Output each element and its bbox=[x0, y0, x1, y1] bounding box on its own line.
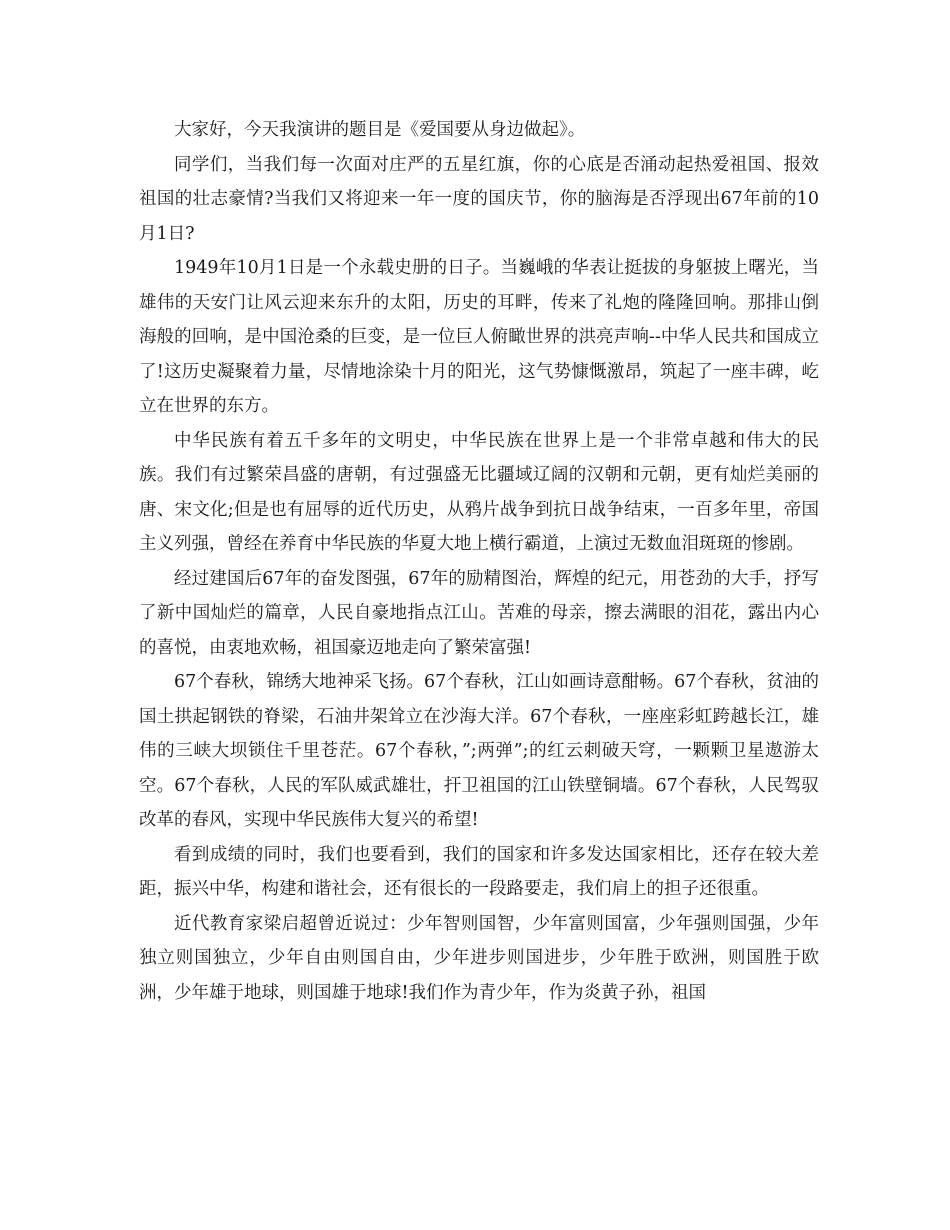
paragraph-history: 中华民族有着五千多年的文明史，中华民族在世界上是一个非常卓越和伟大的民族。我们有过繁荣昌盛的唐朝，有过强盛无比疆域辽阔的汉朝和元朝，更有灿烂美丽的唐、宋文化;但是也有屈辱的近代历史，从鸦片战争到抗日战争结束，一百多年里，帝国主义列强，曾经在养育中华民族的华夏大地上横行霸道，上演过无数血泪斑斑的惨剧。 bbox=[139, 430, 819, 554]
paragraph-1949: 1949年10月1日是一个永载史册的日子。当巍峨的华表让挺拔的身躯披上曙光，当雄伟的天安门让风云迎来东升的太阳，历史的耳畔，传来了礼炮的隆隆回响。那排山倒海般的回响，是中国沧桑的巨变，是一位巨人俯瞰世界的洪亮声响--中华人民共和国成立了!这历史凝聚着力量，尽情地涂染十月的阳光，这气势慷慨激昂，筑起了一座丰碑，屹立在世界的东方。 bbox=[139, 258, 819, 416]
paragraph-liang-qichao: 近代教育家梁启超曾近说过：少年智则国智，少年富则国富，少年强则国强，少年独立则国独立，少年自由则国自由，少年进步则国进步，少年胜于欧洲，则国胜于欧洲，少年雄于地球，则国雄于地球!我们作为青少年，作为炎黄子孙，祖国 bbox=[139, 913, 819, 1003]
paragraph-67-years: 经过建国后67年的奋发图强，67年的励精图治，辉煌的纪元，用苍劲的大手，抒写了新中国灿烂的篇章，人民自豪地指点江山。苦难的母亲，擦去满眼的泪花，露出内心的喜悦，由衷地欢畅，祖国豪迈地走向了繁荣富强! bbox=[139, 568, 819, 658]
paragraph-achievements: 看到成绩的同时，我们也要看到，我们的国家和许多发达国家相比，还存在较大差距，振兴中华，构建和谐社会，还有很长的一段路要走，我们肩上的担子还很重。 bbox=[139, 844, 819, 899]
paragraph-67-springs: 67个春秋，锦绣大地神采飞扬。67个春秋，江山如画诗意酣畅。67个春秋，贫油的国土拱起钢铁的脊梁，石油井架耸立在沙海大洋。67个春秋，一座座彩虹跨越长江，雄伟的三峡大坝锁住千里苍茫。67个春秋，”;两弹”;的红云刺破天穹，一颗颗卫星遨游太空。67个春秋，人民的军队威武雄壮，扞卫祖国的江山铁壁铜墙。67个春秋，人民驾驭改革的春风，实现中华民族伟大复兴的希望! bbox=[139, 672, 819, 830]
paragraph-greeting: 大家好，今天我演讲的题目是《爱国要从身边做起》。 bbox=[174, 120, 586, 140]
document-body bbox=[139, 113, 819, 1010]
paragraph-flag: 同学们，当我们每一次面对庄严的五星红旗，你的心底是否涌动起热爱祖国、报效祖国的壮志豪情?当我们又将迎来一年一度的国庆节，你的脑海是否浮现出67年前的10月1日? bbox=[139, 154, 819, 244]
